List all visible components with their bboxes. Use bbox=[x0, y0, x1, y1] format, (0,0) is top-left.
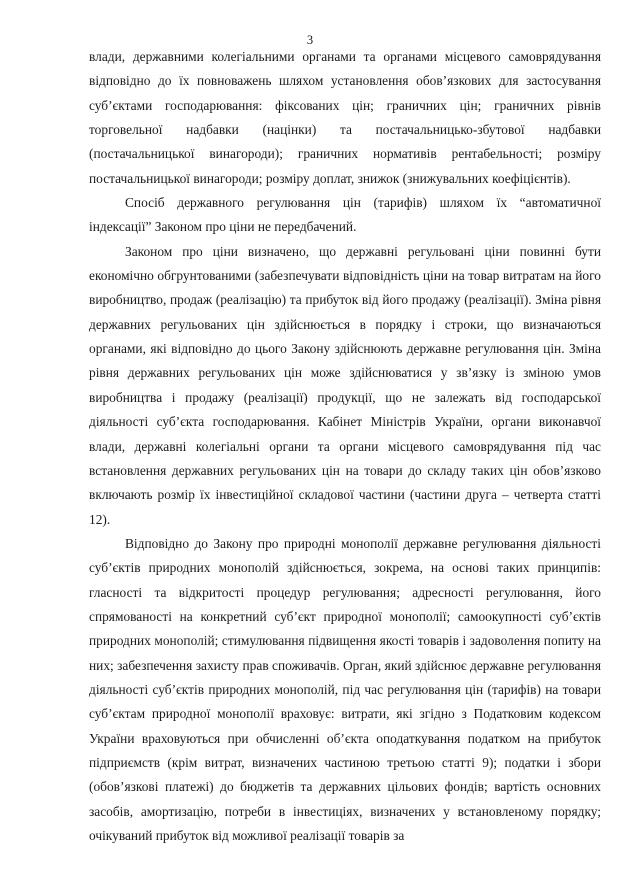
page-number: 3 bbox=[306, 33, 314, 47]
paragraph-2: Спосіб державного регулювання цін (тарифів) шляхом їх “автоматичної індексації” Законом про ціни не передбачений. bbox=[89, 195, 601, 235]
paragraph-1: влади, державними колегіальними органами та органами місцевого самоврядування відповідно до їх повноважень шляхом установлення обов’язкових для застосування суб’єктами господарювання: фіксованих цін; граничних цін; граничних рівнів торговельної надбавки (націнки) та постачальницько-збутової надбавки (постачальницької винагороди); граничних нормативів рентабельності; розміру постачальницької винагороди; розміру доплат, знижок (знижувальних коефіцієнтів). bbox=[89, 49, 601, 186]
paragraph-3: Законом про ціни визначено, що державні регульовані ціни повинні бути економічно обгрунтованими (забезпечувати відповідність ціни на товар витратам на його виробництво, продаж (реалізацію) та прибуток від його продажу (реалізації). Зміна рівня державних регульованих цін здійснюється в порядку і строки, що визначаються органами, які відповідно до цього Закону здійснюють державне регулювання цін. Зміна рівня державних регульованих цін може здійснюватися у зв’язку із зміною умов виробництва і продажу (реалізації) продукції, що не залежать від господарської діяльності суб’єкта господарювання. Кабінет Міністрів України, органи виконавчої влади, державні колегіальні органи та органи місцевого самоврядування під час встановлення державних регульованих цін на товари до складу таких цін обов’язково включають розмір їх інвестиційної складової частини (частини друга – четверта статті 12). bbox=[89, 243, 601, 527]
paragraph-4: Відповідно до Закону про природні монополії державне регулювання діяльності суб’єктів природних монополій здійснюється, зокрема, на основі таких принципів: гласності та відкритості процедур регулювання; адресності регулювання, його спрямованості на конкретний суб’єкт природної монополії; самоокупності суб’єктів природних монополій; стимулювання підвищення якості товарів і задоволення попиту на них; забезпечення захисту прав споживачів. Орган, який здійснює державне регулювання діяльності суб’єктів природних монополій, під час регулювання цін (тарифів) на товари суб’єктам природної монополії враховує: витрати, які згідно з Податковим кодексом України враховуються при обчисленні об’єкта оподаткування податком на прибуток підприємств (крім витрат, визначених частиною третьою статті 9); податки і збори (обов’язкові платежі) до бюджетів та державних цільових фондів; вартість основних засобів, амортизацію, потреби в інвестиціях, визначених у встановленому порядку; очікуваний прибуток від можливої реалізації товарів за bbox=[89, 535, 601, 843]
body-text bbox=[89, 45, 601, 848]
